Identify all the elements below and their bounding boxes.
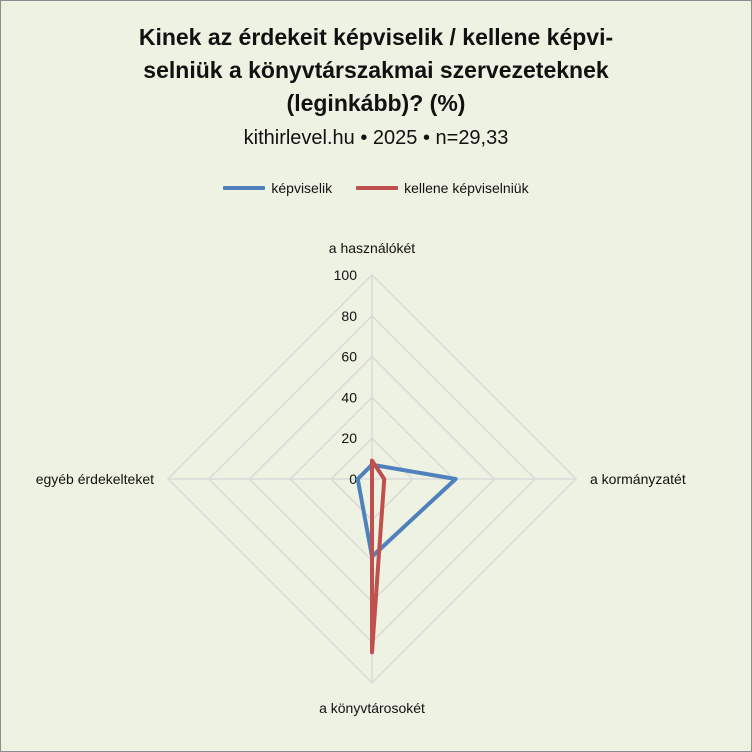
chart-subtitle: kithirlevel.hu • 2025 • n=29,33 bbox=[243, 127, 509, 149]
tick-label-0: 0 bbox=[349, 471, 357, 487]
chart-title-line-2: selniük a könyvtárszakmai szervezeteknek bbox=[143, 57, 609, 83]
chart-title-line-1: Kinek az érdekeit képviselik / kellene képvi- bbox=[138, 24, 614, 50]
axis-label-1: a kormányzatét bbox=[590, 471, 686, 487]
legend-label-kepviselik: képviselik bbox=[271, 180, 333, 196]
axis-label-0: a használókét bbox=[328, 240, 416, 256]
axis-label-3: egyéb érdekelteket bbox=[35, 471, 154, 487]
tick-label-60: 60 bbox=[341, 348, 357, 365]
tick-label-80: 80 bbox=[341, 307, 357, 324]
legend-label-kellene: kellene képviselniük bbox=[404, 180, 529, 196]
tick-label-100: 100 bbox=[333, 267, 357, 283]
series-line-kellene-kepviselniuk bbox=[372, 461, 384, 653]
tick-label-20: 20 bbox=[341, 430, 357, 447]
axis-label-2: a könyvtárosokét bbox=[319, 700, 425, 716]
chart-title-line-3: (leginkább)? (%) bbox=[286, 90, 466, 116]
tick-label-40: 40 bbox=[341, 389, 357, 406]
